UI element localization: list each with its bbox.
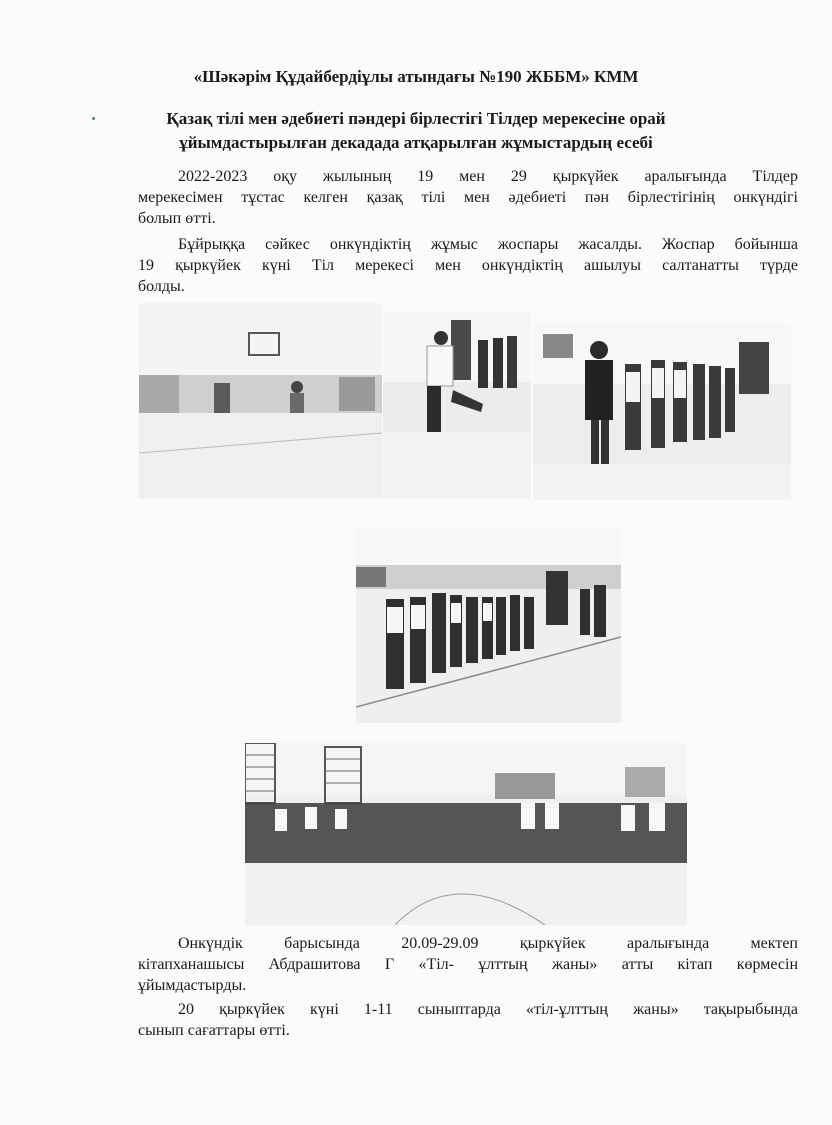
paragraph-line: кітапханашысы Абдрашитова Г «Тіл- ұлттың жаны» атты кітап көрмесін: [138, 956, 798, 973]
paragraph-plan: [138, 234, 798, 297]
paragraph-line: болды.: [138, 278, 185, 295]
paragraph-line: Бұйрыққа сәйкес онкүндіктің жұмыс жоспары жасалды. Жоспар бойынша: [178, 236, 798, 253]
school-name-title: «Шәкәрім Құдайбердіұлы атындағы №190 ЖББМ» КММ: [193, 67, 639, 86]
paragraph-line: 20 қыркүйек күні 1-11 сыныптарда «тіл-ұлттың жаны» тақырыбында: [178, 1001, 798, 1018]
photo-gym-basketball: [139, 303, 382, 499]
photo-students-line-speaker: [533, 324, 791, 500]
photo-students-line-middle: [356, 527, 621, 723]
paragraph-line: 19 қыркүйек күні Тіл мерекесі мен онкүндіктің ашылуы салтанатты түрде: [138, 257, 798, 274]
paragraph-line: мерекесімен тұстас келген қазақ тілі мен әдебиеті пән бірлестігінің онкүндігі: [138, 189, 798, 206]
photo-students-bowing: [383, 312, 531, 499]
paragraph-line: ұйымдастырды.: [138, 977, 247, 994]
paragraph-library: [138, 933, 798, 996]
paragraph-line: 2022-2023 оқу жылының 19 мен 29 қыркүйек аралығында Тілдер: [178, 168, 798, 185]
photo-students-group-wide: [245, 743, 687, 925]
report-title-line-1: Қазақ тілі мен әдебиеті пәндері бірлестігі Тілдер мерекесіне орай: [166, 109, 666, 128]
paragraph-line: Онкүндік барысында 20.09-29.09 қыркүйек аралығында мектеп: [178, 935, 798, 952]
paragraph-class-hours: [138, 999, 798, 1041]
paragraph-intro: [138, 166, 798, 229]
report-title-line-2: ұйымдастырылған декадада атқарылған жұмыстардың есебі: [179, 133, 653, 152]
paragraph-line: болып өтті.: [138, 210, 216, 227]
paragraph-line: сынып сағаттары өтті.: [138, 1022, 290, 1039]
